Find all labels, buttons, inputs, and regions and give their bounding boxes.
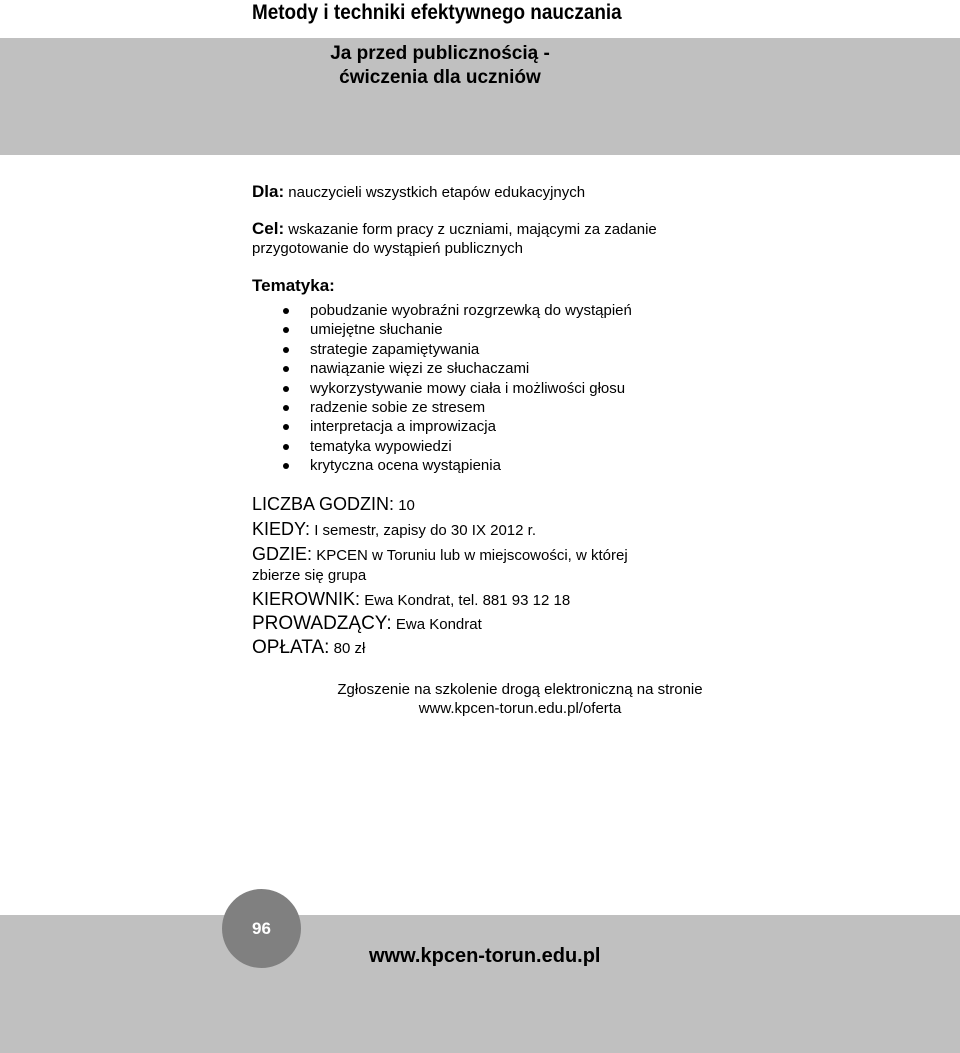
when-label: KIEDY: (252, 518, 311, 539)
goal-label: Cel: (252, 219, 285, 238)
bullet-icon (283, 405, 289, 411)
hours-row (252, 494, 942, 516)
registration-note (252, 680, 788, 718)
leader-label: PROWADZĄCY: (252, 612, 392, 634)
registration-line-1: Zgłoszenie na szkolenie drogą elektroniczną na stronie (337, 681, 703, 698)
list-item (252, 301, 942, 320)
fee-row (252, 638, 942, 659)
bullet-icon (283, 308, 289, 314)
bullet-icon (283, 347, 289, 353)
footer-band (0, 915, 960, 1053)
running-title: Metody i techniki efektywnego nauczania (252, 1, 622, 24)
leader-row (252, 614, 942, 635)
list-item (252, 417, 942, 436)
goal-row (252, 219, 942, 258)
fee-label: OPŁATA: (252, 636, 330, 658)
where-label: GDZIE: (252, 543, 313, 564)
bullet-icon (283, 424, 289, 430)
topics-section (252, 275, 942, 476)
goal-value-line-2: przygotowanie do wystąpień publicznych (252, 240, 523, 257)
audience-row (252, 182, 942, 202)
hours-label: LICZBA GODZIN: (252, 493, 395, 514)
where-value-line-2: zbierze się grupa (252, 566, 367, 584)
page-title-line-2: ćwiczenia dla uczniów (339, 67, 541, 88)
topic-text: krytyczna ocena wystąpienia (310, 457, 501, 475)
page-title-line-1: Ja przed publicznością - (330, 43, 550, 64)
topic-text: strategie zapamiętywania (310, 340, 480, 358)
registration-link[interactable]: www.kpcen-torun.edu.pl/oferta (418, 700, 622, 717)
topics-heading: Tematyka: (252, 276, 335, 295)
bullet-icon (283, 386, 289, 392)
manager-value: Ewa Kondrat, tel. 881 93 12 18 (364, 591, 571, 609)
topic-text: pobudzanie wyobraźni rozgrzewką do wystąpień (310, 302, 632, 319)
topics-list (252, 301, 942, 476)
topic-text: interpretacja a improwizacja (310, 418, 496, 436)
topic-text: wykorzystywanie mowy ciała i możliwości głosu (310, 379, 626, 397)
bullet-icon (283, 463, 289, 469)
where-row (252, 544, 942, 586)
hours-value: 10 (398, 496, 415, 514)
bullet-icon (283, 366, 289, 372)
bullet-icon (283, 444, 289, 450)
goal-value-line-1: wskazanie form pracy z uczniami, mającymi za zadanie (288, 221, 657, 238)
topic-text: tematyka wypowiedzi (310, 437, 452, 455)
manager-row (252, 589, 942, 611)
audience-value: nauczycieli wszystkich etapów edukacyjnych (288, 184, 586, 201)
topic-text: umiejętne słuchanie (310, 321, 443, 339)
page-number: 96 (252, 918, 271, 938)
leader-value: Ewa Kondrat (395, 615, 482, 633)
fee-value: 80 zł (333, 639, 366, 657)
list-item (252, 437, 942, 456)
manager-label: KIEROWNIK: (252, 588, 361, 609)
audience-label: Dla: (252, 182, 285, 201)
when-row (252, 519, 942, 541)
list-item (252, 456, 942, 475)
list-item (252, 398, 942, 417)
course-info (252, 182, 942, 662)
when-value: I semestr, zapisy do 30 IX 2012 r. (314, 521, 536, 539)
list-item (252, 340, 942, 359)
where-value-line-1: KPCEN w Toruniu lub w miejscowości, w której (316, 546, 628, 564)
bullet-icon (283, 327, 289, 333)
page-title (0, 42, 960, 90)
footer-url-link[interactable]: www.kpcen-torun.edu.pl (369, 945, 601, 967)
list-item (252, 320, 942, 339)
list-item (252, 359, 942, 378)
list-item (252, 379, 942, 398)
page-number-badge (222, 889, 301, 968)
details-section (252, 494, 942, 659)
topic-text: nawiązanie więzi ze słuchaczami (310, 360, 530, 378)
topic-text: radzenie sobie ze stresem (310, 399, 486, 417)
